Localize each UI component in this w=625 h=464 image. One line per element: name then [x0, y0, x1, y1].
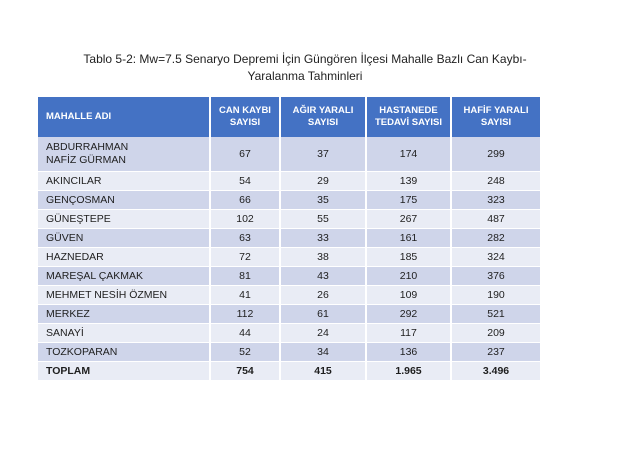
deaths-cell: 102: [210, 210, 280, 229]
hospital-treatment-cell: 174: [366, 137, 451, 172]
neighborhood-name: MAREŞAL ÇAKMAK: [38, 267, 210, 286]
hospital-treatment-cell: 267: [366, 210, 451, 229]
severe-injuries-cell: 43: [280, 267, 366, 286]
light-injuries-cell: 299: [451, 137, 540, 172]
light-injuries-cell: 190: [451, 286, 540, 305]
deaths-cell: 54: [210, 172, 280, 191]
total-deaths-cell: 754: [210, 362, 280, 381]
hospital-treatment-cell: 117: [366, 324, 451, 343]
header-text: HAFİF YARALI: [463, 105, 529, 116]
table-row: [38, 324, 540, 343]
table-row: [38, 286, 540, 305]
neighborhood-name: SANAYİ: [38, 324, 210, 343]
light-injuries-cell: 487: [451, 210, 540, 229]
deaths-cell: 81: [210, 267, 280, 286]
header-text: CAN KAYBI: [219, 105, 271, 116]
deaths-cell: 66: [210, 191, 280, 210]
total-severe-injuries-cell: 415: [280, 362, 366, 381]
casualty-estimate-table: [38, 97, 540, 381]
light-injuries-cell: 323: [451, 191, 540, 210]
hospital-treatment-cell: 175: [366, 191, 451, 210]
table-header: [38, 97, 540, 137]
deaths-cell: 41: [210, 286, 280, 305]
table-row: [38, 248, 540, 267]
header-light-injuries: [451, 97, 540, 137]
severe-injuries-cell: 55: [280, 210, 366, 229]
header-deaths: [210, 97, 280, 137]
light-injuries-cell: 209: [451, 324, 540, 343]
severe-injuries-cell: 33: [280, 229, 366, 248]
total-light-injuries-cell: 3.496: [451, 362, 540, 381]
table-row: [38, 210, 540, 229]
severe-injuries-cell: 37: [280, 137, 366, 172]
deaths-cell: 112: [210, 305, 280, 324]
caption-line-2: Yaralanma Tahminleri: [247, 69, 363, 83]
table-row: [38, 172, 540, 191]
header-hospital-treatment: [366, 97, 451, 137]
severe-injuries-cell: 34: [280, 343, 366, 362]
table-row: [38, 191, 540, 210]
neighborhood-name: GÜVEN: [38, 229, 210, 248]
neighborhood-name: MEHMET NESİH ÖZMEN: [38, 286, 210, 305]
severe-injuries-cell: 24: [280, 324, 366, 343]
deaths-cell: 72: [210, 248, 280, 267]
header-text: SAYISI: [480, 117, 512, 128]
neighborhood-name: TOZKOPARAN: [38, 343, 210, 362]
table-row: [38, 229, 540, 248]
deaths-cell: 67: [210, 137, 280, 172]
neighborhood-name: MERKEZ: [38, 305, 210, 324]
severe-injuries-cell: 35: [280, 191, 366, 210]
table-row: [38, 267, 540, 286]
table-row: [38, 137, 540, 172]
header-text: AĞIR YARALI: [292, 105, 354, 116]
header-neighborhood-name: [38, 97, 210, 137]
header-row: [38, 97, 540, 137]
name-line: NAFİZ GÜRMAN: [46, 154, 126, 166]
hospital-treatment-cell: 185: [366, 248, 451, 267]
deaths-cell: 63: [210, 229, 280, 248]
table-body: [38, 137, 540, 381]
neighborhood-name: GÜNEŞTEPE: [38, 210, 210, 229]
light-injuries-cell: 237: [451, 343, 540, 362]
hospital-treatment-cell: 139: [366, 172, 451, 191]
hospital-treatment-cell: 210: [366, 267, 451, 286]
severe-injuries-cell: 38: [280, 248, 366, 267]
neighborhood-name: [38, 137, 210, 172]
severe-injuries-cell: 61: [280, 305, 366, 324]
total-hospital-treatment-cell: 1.965: [366, 362, 451, 381]
hospital-treatment-cell: 136: [366, 343, 451, 362]
table-row: [38, 305, 540, 324]
table-caption: [40, 51, 570, 85]
severe-injuries-cell: 26: [280, 286, 366, 305]
header-text: MAHALLE ADI: [46, 111, 112, 122]
light-injuries-cell: 324: [451, 248, 540, 267]
light-injuries-cell: 521: [451, 305, 540, 324]
name-line: ABDURRAHMAN: [46, 141, 129, 153]
neighborhood-name: AKINCILAR: [38, 172, 210, 191]
header-text: HASTANEDE: [379, 105, 438, 116]
header-text: SAYISI: [307, 117, 339, 128]
table-row: [38, 343, 540, 362]
header-text: TEDAVİ SAYISI: [374, 117, 443, 128]
light-injuries-cell: 282: [451, 229, 540, 248]
caption-line-1: Tablo 5-2: Mw=7.5 Senaryo Depremi İçin Güngören İlçesi Mahalle Bazlı Can Kaybı-: [83, 52, 527, 66]
hospital-treatment-cell: 161: [366, 229, 451, 248]
hospital-treatment-cell: 292: [366, 305, 451, 324]
deaths-cell: 52: [210, 343, 280, 362]
neighborhood-name: HAZNEDAR: [38, 248, 210, 267]
hospital-treatment-cell: 109: [366, 286, 451, 305]
total-label: TOPLAM: [38, 362, 210, 381]
severe-injuries-cell: 29: [280, 172, 366, 191]
neighborhood-name: GENÇOSMAN: [38, 191, 210, 210]
header-text: SAYISI: [229, 117, 261, 128]
light-injuries-cell: 248: [451, 172, 540, 191]
light-injuries-cell: 376: [451, 267, 540, 286]
deaths-cell: 44: [210, 324, 280, 343]
total-row: [38, 362, 540, 381]
header-severe-injuries: [280, 97, 366, 137]
